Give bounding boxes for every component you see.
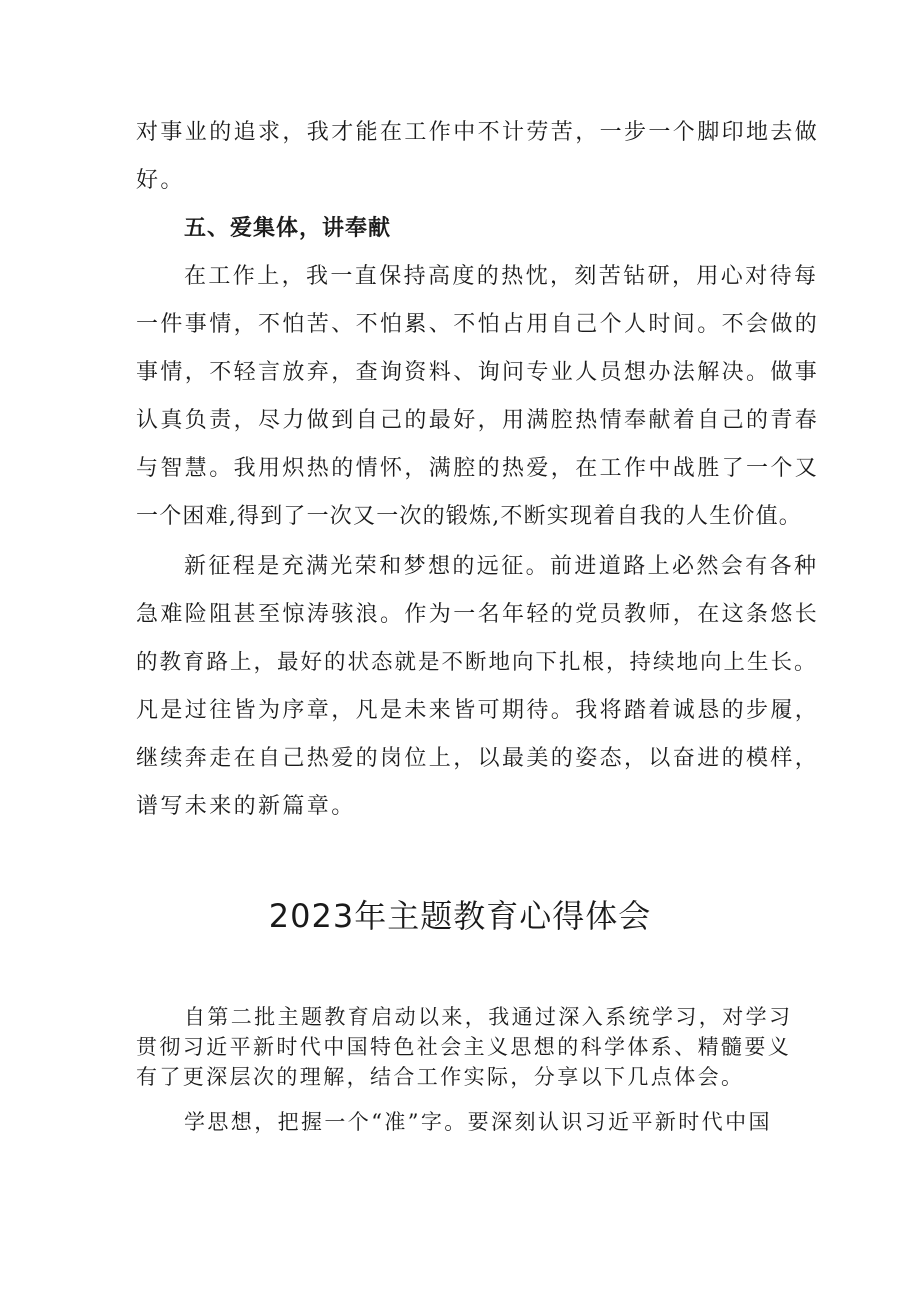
paragraph-line: 凡是过往皆为序章，凡是未来皆可期待。我将踏着诚恳的步履， bbox=[136, 698, 820, 723]
paragraph-line: 自第二批主题教育启动以来，我通过深入系统学习，对学习 bbox=[184, 1005, 793, 1029]
paragraph-line: 认真负责，尽力做到自己的最好，用满腔热情奉献着自己的青春 bbox=[136, 408, 820, 433]
paragraph-line: 好。 bbox=[136, 168, 185, 193]
paragraph-line: 的教育路上，最好的状态就是不断地向下扎根，持续地向上生长。 bbox=[136, 650, 818, 675]
paragraph-line: 学思想，把握一个“准”字。要深刻认识习近平新时代中国 bbox=[184, 1110, 772, 1134]
paragraph-line: 一个困难,得到了一次又一次的锻炼,不断实现着自我的人生价值。 bbox=[136, 504, 802, 529]
paragraph-line: 有了更深层次的理解，结合工作实际，分享以下几点体会。 bbox=[136, 1065, 745, 1089]
article-title: 2023年主题教育心得体会 bbox=[268, 897, 652, 935]
paragraph-line: 急难险阻甚至惊涛骇浪。作为一名年轻的党员教师，在这条悠长 bbox=[136, 602, 820, 627]
paragraph-line: 一件事情，不怕苦、不怕累、不怕占用自己个人时间。不会做的 bbox=[136, 312, 820, 337]
paragraph-line: 谱写未来的新篇章。 bbox=[136, 794, 356, 819]
paragraph-line: 继续奔走在自己热爱的岗位上，以最美的姿态，以奋进的模样， bbox=[136, 746, 820, 771]
paragraph-line: 对事业的追求，我才能在工作中不计劳苦，一步一个脚印地去做 bbox=[136, 120, 820, 145]
paragraph-line: 事情，不轻言放弃，查询资料、询问专业人员想办法解决。做事 bbox=[136, 360, 820, 385]
section-heading: 五、爱集体，讲奉献 bbox=[184, 216, 392, 241]
paragraph-line: 在工作上，我一直保持高度的热忱，刻苦钻研，用心对待每 bbox=[184, 264, 819, 289]
paragraph-line: 贯彻习近平新时代中国特色社会主义思想的科学体系、精髓要义 bbox=[136, 1035, 792, 1059]
paragraph-line: 新征程是充满光荣和梦想的远征。前进道路上必然会有各种 bbox=[184, 554, 819, 579]
paragraph-line: 与智慧。我用炽热的情怀，满腔的热爱，在工作中战胜了一个又 bbox=[136, 456, 820, 481]
